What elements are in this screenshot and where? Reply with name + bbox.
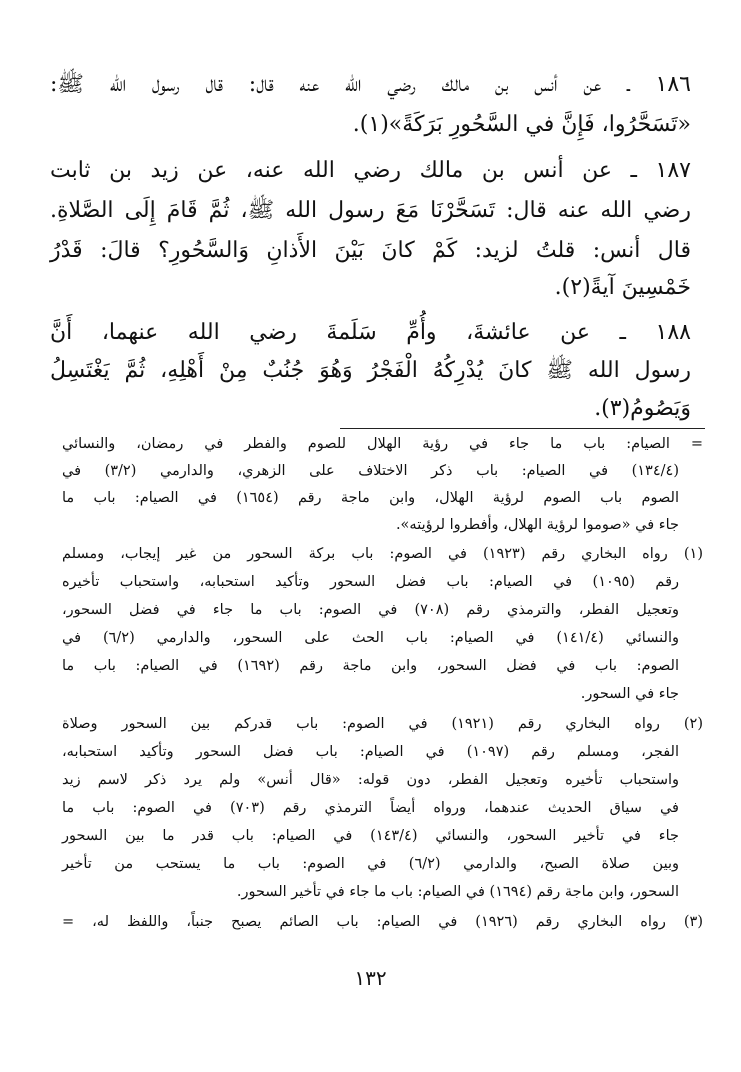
footnote-1-line-1: (١) رواه البخاري رقم (١٩٢٣) في الصوم: باب بركة السحور من غير إيجاب، ومسلم xyxy=(62,546,703,562)
footnote-cont-line-1: = الصيام: باب ما جاء في رؤية الهلال للصوم والفطر في رمضان، والنسائي xyxy=(62,436,703,452)
footnote-cont-line-4: جاء في «صوموا لرؤية الهلال، وأفطروا لرؤيته». xyxy=(395,517,679,533)
footnote-1-line-2: رقم (١٠٩٥) في الصيام: باب فضل السحور وتأكيد استحبابه، واستحباب تأخيره xyxy=(62,574,679,590)
hadith-187-line-2: رضي الله عنه قال: تَسَحَّرْنَا مَعَ رسول الله ﷺ، ثُمَّ قَامَ إِلَى الصَّلاةِ. xyxy=(50,198,691,223)
hadith-188-line-1: ١٨٨ ـ عن عائشةَ، وأُمِّ سَلَمةَ رضي الله عنهما، أَنَّ xyxy=(50,320,691,345)
footnote-2-line-3: واستحباب تأخيره وتعجيل الفطر، دون قوله: «قال أنس» ولم يرد ذكر لاسم زيد xyxy=(62,772,679,788)
hadith-186-line-2: «تَسَحَّرُوا، فَإِنَّ في السَّحُورِ بَرَكَةً»(١). xyxy=(352,112,691,137)
footnote-1-line-4: والنسائي (١٤١/٤) في الصيام: باب الحث على السحور، والدارمي (٦/٢) في xyxy=(62,630,679,646)
footnote-2-line-6: وبين صلاة الصبح، والدارمي (٦/٢) في الصوم: باب ما يستحب من تأخير xyxy=(62,856,679,872)
footnote-1-line-6: جاء في السحور. xyxy=(580,686,679,702)
footnote-cont-line-3: الصوم باب الصوم لرؤية الهلال، وابن ماجة رقم (١٦٥٤) في الصيام: باب ما xyxy=(62,490,680,506)
page-number: ١٣٢ xyxy=(354,966,387,990)
footnote-3-line-1: (٣) رواه البخاري رقم (١٩٢٦) في الصيام: باب الصائم يصبح جنباً، واللفظ له، = xyxy=(62,914,703,930)
footnote-separator xyxy=(340,428,705,429)
hadith-187-line-3: قال أنس: قلتُ لزيد: كَمْ كانَ بَيْنَ الأَذانِ وَالسَّحُورِ؟ قالَ: قَدْرُ xyxy=(50,238,691,263)
hadith-188-line-3: وَيَصُومُ(٣). xyxy=(594,396,691,421)
hadith-188-line-2: رسول الله ﷺ كانَ يُدْرِكُهُ الْفَجْرُ وَهُوَ جُنُبٌ مِنْ أَهْلِهِ، ثُمَّ يَغْتَسِلُ xyxy=(50,358,691,383)
footnote-2-line-2: الفجر، ومسلم رقم (١٠٩٧) في الصيام: باب فضل السحور وتأكيد استحبابه، xyxy=(62,744,680,760)
footnote-2-line-1: (٢) رواه البخاري رقم (١٩٢١) في الصوم: باب قدركم بين السحور وصلاة xyxy=(62,716,703,732)
footnote-cont-line-2: (١٣٤/٤) في الصيام: باب ذكر الاختلاف على الزهري، والدارمي (٣/٢) في xyxy=(62,463,679,479)
footnote-2-line-4: في سياق الحديث عندهما، ورواه أيضاً الترمذي رقم (٧٠٣) في الصوم: باب ما xyxy=(62,800,679,816)
hadith-187-line-1: ١٨٧ ـ عن أنس بن مالك رضي الله عنه، عن زيد بن ثابت xyxy=(50,158,691,183)
footnote-1-line-3: وتعجيل الفطر، والترمذي رقم (٧٠٨) في الصوم: باب ما جاء في فضل السحور، xyxy=(62,602,680,618)
hadith-186-line-1: ١٨٦ ـ عن أنس بن مالك رضي الله عنه قال: قال رسول الله ﷺ: xyxy=(50,72,691,97)
footnote-2-line-7: السحور، وابن ماجة رقم (١٦٩٤) في الصيام: باب ما جاء في تأخير السحور. xyxy=(236,884,679,900)
footnote-2-line-5: جاء في تأخير السحور، والنسائي (١٤٣/٤) في الصيام: باب قدر ما بين السحور xyxy=(62,828,679,844)
hadith-187-line-4: خَمْسِينَ آيةً(٢). xyxy=(554,275,691,300)
footnote-1-line-5: الصوم: باب في فضل السحور، وابن ماجة رقم (١٦٩٢) في الصيام: باب ما xyxy=(62,658,679,674)
